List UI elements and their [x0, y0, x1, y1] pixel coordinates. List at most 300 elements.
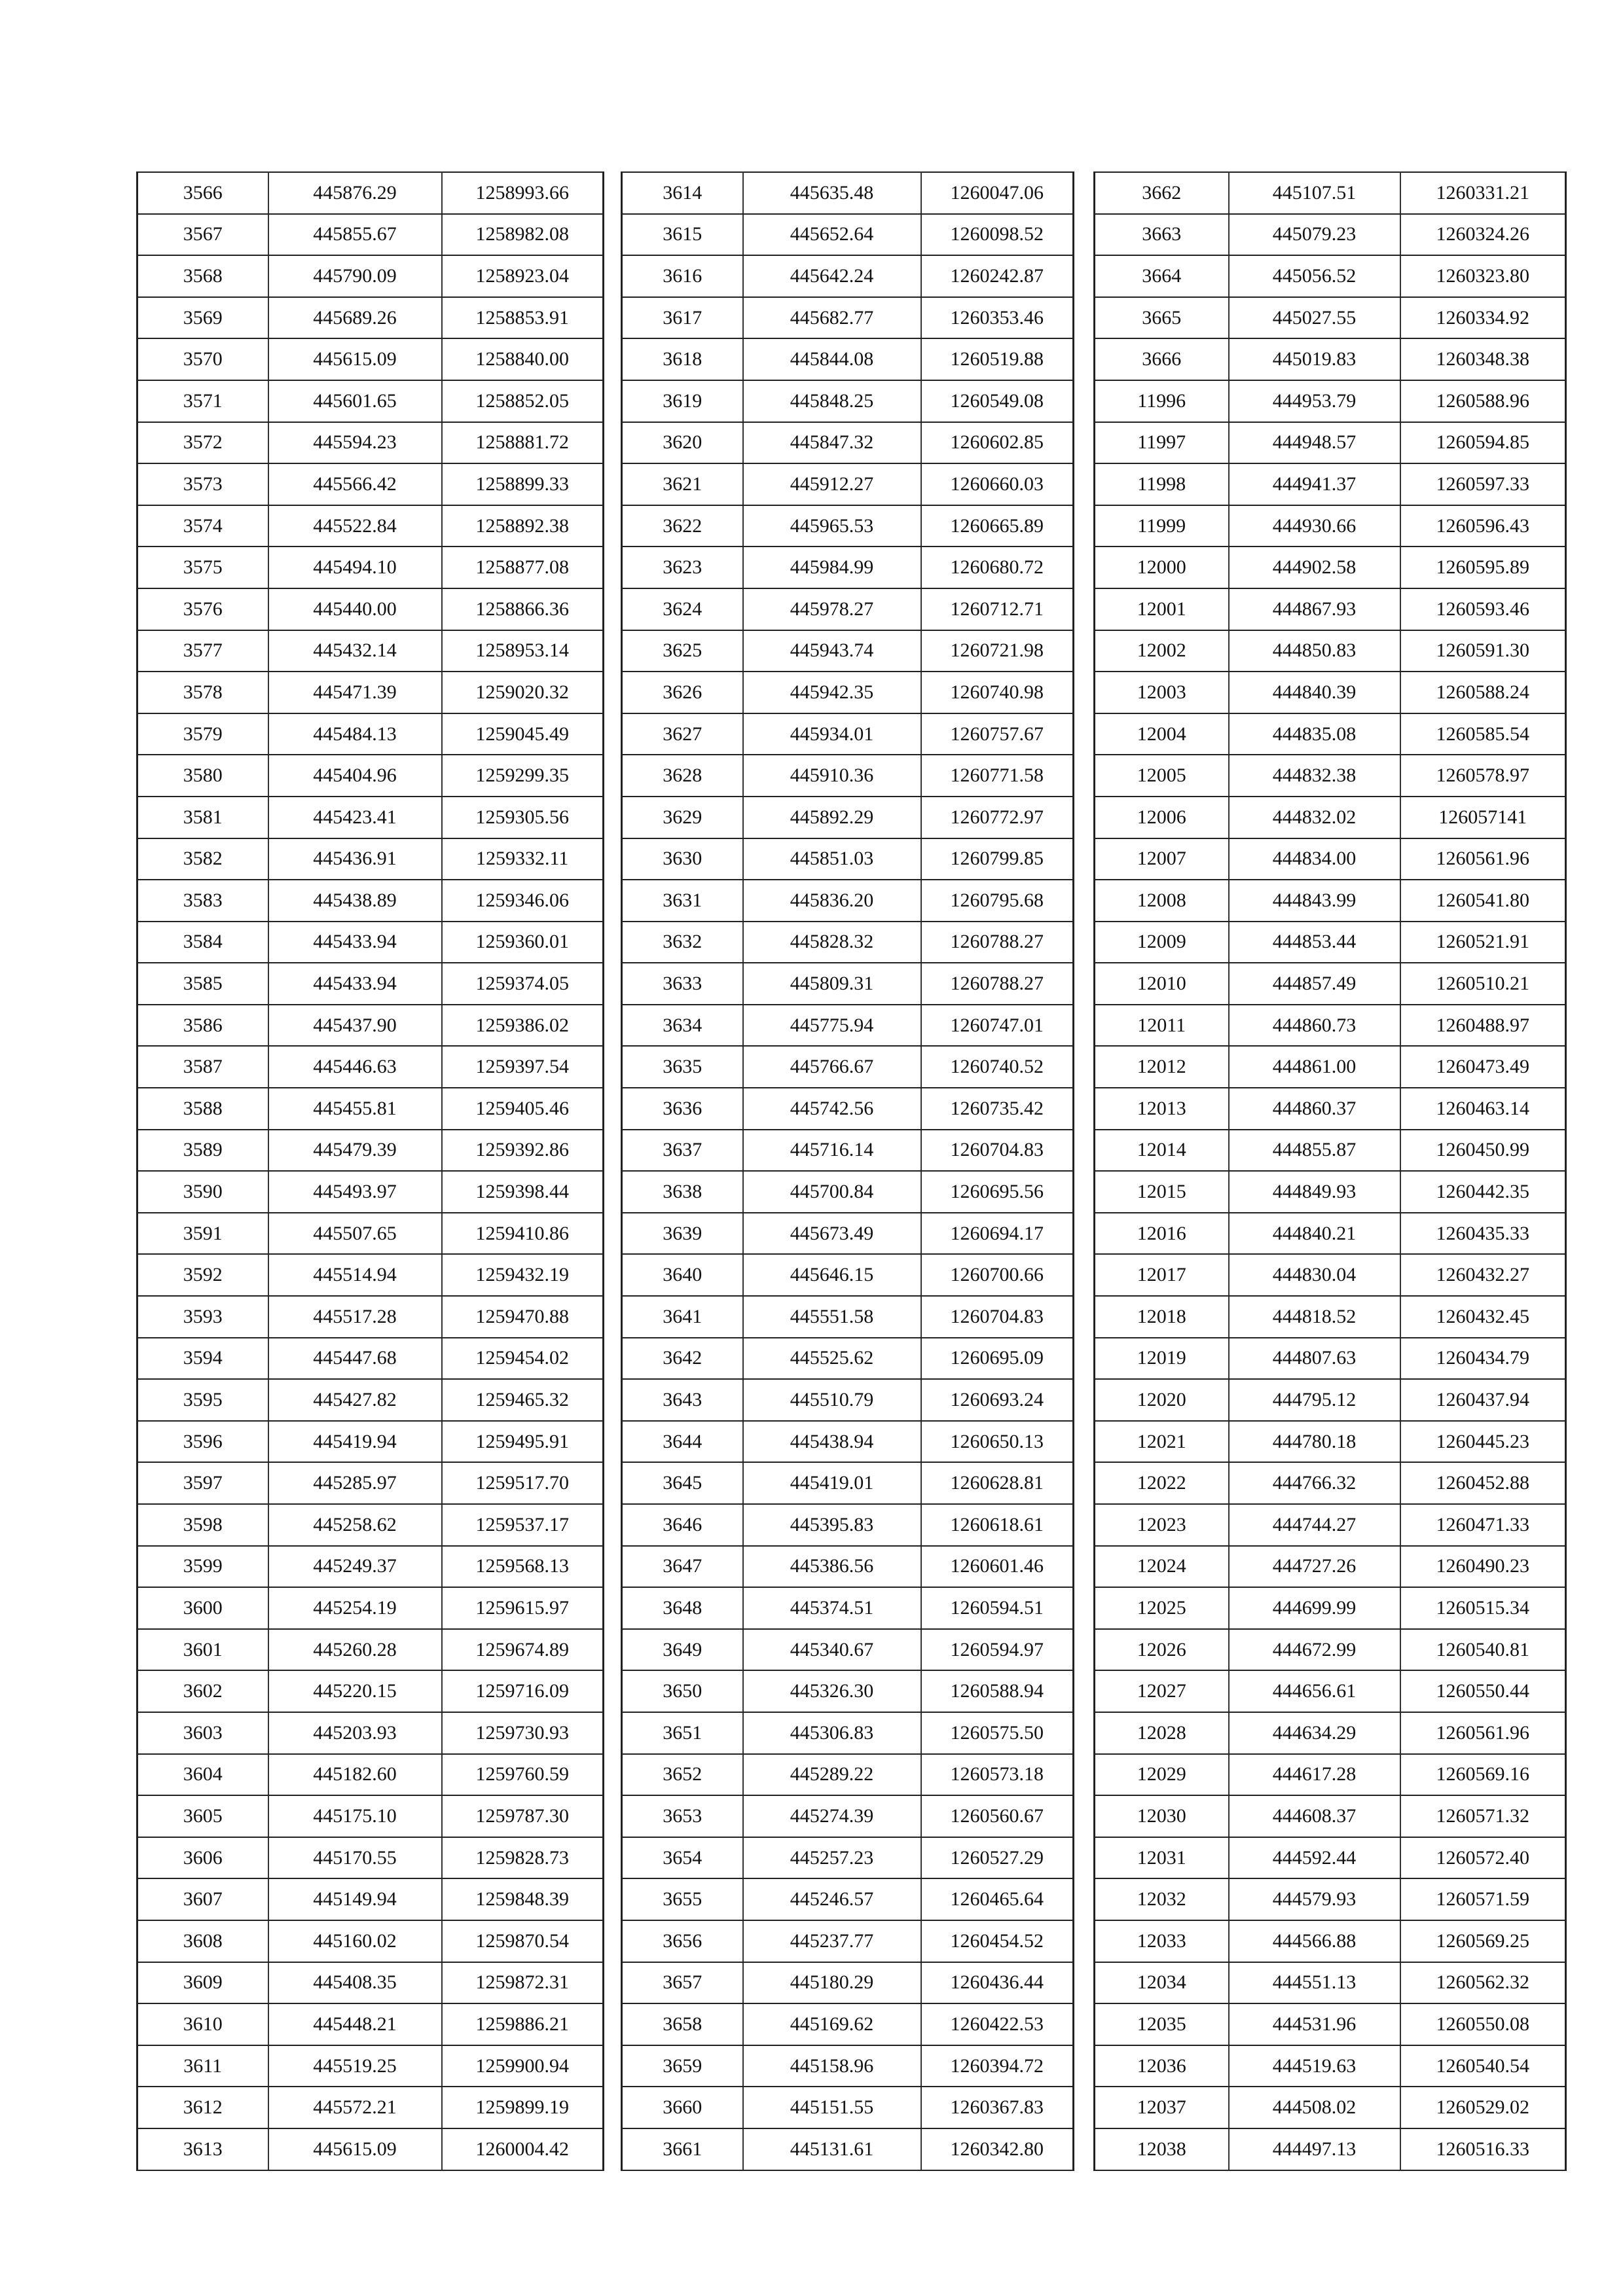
table-row: [137, 1878, 604, 1920]
y-coordinate-cell: 1260594.51: [921, 1587, 1074, 1629]
y-coordinate-cell: 1259674.89: [442, 1629, 604, 1671]
table-row: [1095, 1920, 1566, 1962]
y-coordinate-cell: 1259410.86: [442, 1213, 604, 1255]
x-coordinate-cell: 445689.26: [268, 297, 442, 339]
table-row: [1095, 505, 1566, 547]
point-number-cell: 12010: [1095, 963, 1229, 1005]
point-number-cell: 12037: [1095, 2087, 1229, 2128]
x-coordinate-cell: 444519.63: [1229, 2045, 1400, 2087]
x-coordinate-cell: 444508.02: [1229, 2087, 1400, 2128]
table-row: [1095, 1130, 1566, 1172]
y-coordinate-cell: 1260594.97: [921, 1629, 1074, 1671]
table-row: [622, 297, 1074, 339]
point-number-cell: 3620: [622, 422, 743, 464]
table-row: [1095, 1878, 1566, 1920]
y-coordinate-cell: 1260680.72: [921, 547, 1074, 588]
point-number-cell: 3632: [622, 922, 743, 963]
table-row: [137, 797, 604, 838]
y-coordinate-cell: 1260561.96: [1400, 1712, 1566, 1754]
x-coordinate-cell: 445448.21: [268, 2003, 442, 2045]
x-coordinate-cell: 444780.18: [1229, 1421, 1400, 1463]
table-row: [137, 1629, 604, 1671]
x-coordinate-cell: 445934.01: [743, 713, 921, 755]
table-row: [137, 214, 604, 256]
point-number-cell: 3589: [137, 1130, 268, 1172]
point-number-cell: 12032: [1095, 1878, 1229, 1920]
table-row: [137, 1754, 604, 1796]
point-number-cell: 3587: [137, 1046, 268, 1088]
point-number-cell: 12019: [1095, 1338, 1229, 1380]
point-number-cell: 3648: [622, 1587, 743, 1629]
point-number-cell: 12033: [1095, 1920, 1229, 1962]
point-number-cell: 12000: [1095, 547, 1229, 588]
point-number-cell: 3576: [137, 588, 268, 630]
table-row: [1095, 297, 1566, 339]
point-number-cell: 3621: [622, 463, 743, 505]
x-coordinate-cell: 444849.93: [1229, 1171, 1400, 1213]
table-row: [1095, 1171, 1566, 1213]
table-row: [622, 630, 1074, 672]
x-coordinate-cell: 445742.56: [743, 1088, 921, 1130]
point-number-cell: 12028: [1095, 1712, 1229, 1754]
x-coordinate-cell: 445433.94: [268, 922, 442, 963]
x-coordinate-cell: 444850.83: [1229, 630, 1400, 672]
table-row: [622, 1546, 1074, 1588]
point-number-cell: 3597: [137, 1462, 268, 1504]
x-coordinate-cell: 444551.13: [1229, 1962, 1400, 2004]
y-coordinate-cell: 1259886.21: [442, 2003, 604, 2045]
table-row: [1095, 1296, 1566, 1338]
y-coordinate-cell: 1260519.88: [921, 338, 1074, 380]
point-number-cell: 11998: [1095, 463, 1229, 505]
x-coordinate-cell: 444566.88: [1229, 1920, 1400, 1962]
y-coordinate-cell: 1259020.32: [442, 672, 604, 713]
y-coordinate-cell: 1259872.31: [442, 1962, 604, 2004]
x-coordinate-cell: 444592.44: [1229, 1837, 1400, 1879]
x-coordinate-cell: 444857.49: [1229, 963, 1400, 1005]
point-number-cell: 3634: [622, 1005, 743, 1047]
x-coordinate-cell: 445149.94: [268, 1878, 442, 1920]
x-coordinate-cell: 445847.32: [743, 422, 921, 464]
x-coordinate-cell: 445844.08: [743, 338, 921, 380]
point-number-cell: 12015: [1095, 1171, 1229, 1213]
x-coordinate-cell: 444766.32: [1229, 1462, 1400, 1504]
point-number-cell: 3583: [137, 880, 268, 922]
x-coordinate-cell: 445978.27: [743, 588, 921, 630]
y-coordinate-cell: 1260595.89: [1400, 547, 1566, 588]
table-row: [137, 380, 604, 422]
point-number-cell: 12017: [1095, 1254, 1229, 1296]
table-row: [1095, 338, 1566, 380]
x-coordinate-cell: 445151.55: [743, 2087, 921, 2128]
point-number-cell: 3623: [622, 547, 743, 588]
point-number-cell: 3657: [622, 1962, 743, 2004]
y-coordinate-cell: 1260571.59: [1400, 1878, 1566, 1920]
point-number-cell: 3577: [137, 630, 268, 672]
point-number-cell: 3652: [622, 1754, 743, 1796]
point-number-cell: 3573: [137, 463, 268, 505]
x-coordinate-cell: 445432.14: [268, 630, 442, 672]
table-row: [137, 755, 604, 797]
point-number-cell: 12021: [1095, 1421, 1229, 1463]
y-coordinate-cell: 1259848.39: [442, 1878, 604, 1920]
table-row: [137, 1130, 604, 1172]
y-coordinate-cell: 1259899.19: [442, 2087, 604, 2128]
y-coordinate-cell: 1258953.14: [442, 630, 604, 672]
y-coordinate-cell: 1260597.33: [1400, 463, 1566, 505]
x-coordinate-cell: 445646.15: [743, 1254, 921, 1296]
x-coordinate-cell: 445079.23: [1229, 214, 1400, 256]
table-row: [137, 1254, 604, 1296]
x-coordinate-cell: 444699.99: [1229, 1587, 1400, 1629]
table-row: [137, 547, 604, 588]
table-row: [137, 1546, 604, 1588]
point-number-cell: 3624: [622, 588, 743, 630]
y-coordinate-cell: 1260588.94: [921, 1670, 1074, 1712]
y-coordinate-cell: 1259454.02: [442, 1338, 604, 1380]
table-row: [1095, 2087, 1566, 2128]
y-coordinate-cell: 1259392.86: [442, 1130, 604, 1172]
y-coordinate-cell: 1260550.44: [1400, 1670, 1566, 1712]
y-coordinate-cell: 1259537.17: [442, 1504, 604, 1546]
y-coordinate-cell: 1260721.98: [921, 630, 1074, 672]
point-number-cell: 3613: [137, 2128, 268, 2170]
x-coordinate-cell: 445260.28: [268, 1629, 442, 1671]
x-coordinate-cell: 444617.28: [1229, 1754, 1400, 1796]
x-coordinate-cell: 445471.39: [268, 672, 442, 713]
y-coordinate-cell: 1260712.71: [921, 588, 1074, 630]
y-coordinate-cell: 1260334.92: [1400, 297, 1566, 339]
point-number-cell: 3642: [622, 1338, 743, 1380]
point-number-cell: 12036: [1095, 2045, 1229, 2087]
table-row: [1095, 963, 1566, 1005]
x-coordinate-cell: 445615.09: [268, 2128, 442, 2170]
x-coordinate-cell: 444727.26: [1229, 1546, 1400, 1588]
point-number-cell: 3604: [137, 1754, 268, 1796]
point-number-cell: 3661: [622, 2128, 743, 2170]
point-number-cell: 3608: [137, 1920, 268, 1962]
x-coordinate-cell: 444860.37: [1229, 1088, 1400, 1130]
x-coordinate-cell: 445446.63: [268, 1046, 442, 1088]
x-coordinate-cell: 445494.10: [268, 547, 442, 588]
y-coordinate-cell: 1259405.46: [442, 1088, 604, 1130]
y-coordinate-cell: 1260695.56: [921, 1171, 1074, 1213]
y-coordinate-cell: 1260735.42: [921, 1088, 1074, 1130]
point-number-cell: 3580: [137, 755, 268, 797]
y-coordinate-cell: 1260788.27: [921, 922, 1074, 963]
point-number-cell: 3568: [137, 255, 268, 297]
x-coordinate-cell: 445289.22: [743, 1754, 921, 1796]
table-row: [137, 172, 604, 214]
y-coordinate-cell: 1258877.08: [442, 547, 604, 588]
table-row: [137, 630, 604, 672]
table-row: [1095, 1629, 1566, 1671]
y-coordinate-cell: 1258982.08: [442, 214, 604, 256]
y-coordinate-cell: 1259398.44: [442, 1171, 604, 1213]
table-row: [137, 422, 604, 464]
y-coordinate-cell: 1260772.97: [921, 797, 1074, 838]
table-row: [622, 588, 1074, 630]
table-row: [137, 1962, 604, 2004]
table-row: [622, 838, 1074, 880]
y-coordinate-cell: 1260771.58: [921, 755, 1074, 797]
table-row: [1095, 713, 1566, 755]
point-number-cell: 12030: [1095, 1795, 1229, 1837]
point-number-cell: 3591: [137, 1213, 268, 1255]
y-coordinate-cell: 1260367.83: [921, 2087, 1074, 2128]
x-coordinate-cell: 445828.32: [743, 922, 921, 963]
y-coordinate-cell: 1260549.08: [921, 380, 1074, 422]
table-row: [1095, 1795, 1566, 1837]
y-coordinate-cell: 1260529.02: [1400, 2087, 1566, 2128]
point-number-cell: 3644: [622, 1421, 743, 1463]
y-coordinate-cell: 1260601.46: [921, 1546, 1074, 1588]
y-coordinate-cell: 1258923.04: [442, 255, 604, 297]
x-coordinate-cell: 445160.02: [268, 1920, 442, 1962]
x-coordinate-cell: 444579.93: [1229, 1878, 1400, 1920]
table-row: [622, 338, 1074, 380]
x-coordinate-cell: 444853.44: [1229, 922, 1400, 963]
table-row: [137, 1379, 604, 1421]
table-row: [137, 1088, 604, 1130]
point-number-cell: 3610: [137, 2003, 268, 2045]
x-coordinate-cell: 445340.67: [743, 1629, 921, 1671]
table-row: [1095, 1088, 1566, 1130]
point-number-cell: 11997: [1095, 422, 1229, 464]
point-number-cell: 11999: [1095, 505, 1229, 547]
point-number-cell: 3584: [137, 922, 268, 963]
y-coordinate-cell: 1260704.83: [921, 1296, 1074, 1338]
y-coordinate-cell: 1260435.33: [1400, 1213, 1566, 1255]
x-coordinate-cell: 445254.19: [268, 1587, 442, 1629]
y-coordinate-cell: 1260573.18: [921, 1754, 1074, 1796]
table-row: [1095, 1046, 1566, 1088]
point-number-cell: 3615: [622, 214, 743, 256]
coordinate-table-3: [1093, 171, 1567, 2171]
table-row: [622, 713, 1074, 755]
x-coordinate-cell: 445427.82: [268, 1379, 442, 1421]
point-number-cell: 3626: [622, 672, 743, 713]
point-number-cell: 3662: [1095, 172, 1229, 214]
point-number-cell: 3595: [137, 1379, 268, 1421]
x-coordinate-cell: 445056.52: [1229, 255, 1400, 297]
y-coordinate-cell: 1260432.27: [1400, 1254, 1566, 1296]
y-coordinate-cell: 1259870.54: [442, 1920, 604, 1962]
point-number-cell: 3600: [137, 1587, 268, 1629]
table-row: [137, 463, 604, 505]
table-row: [137, 2087, 604, 2128]
table-row: [1095, 1504, 1566, 1546]
table-row: [137, 1213, 604, 1255]
table-row: [622, 172, 1074, 214]
point-number-cell: 3570: [137, 338, 268, 380]
y-coordinate-cell: 1260541.80: [1400, 880, 1566, 922]
table-row: [1095, 422, 1566, 464]
y-coordinate-cell: 1260540.81: [1400, 1629, 1566, 1671]
point-number-cell: 3590: [137, 1171, 268, 1213]
y-coordinate-cell: 1260572.40: [1400, 1837, 1566, 1879]
y-coordinate-cell: 1260704.83: [921, 1130, 1074, 1172]
point-number-cell: 12022: [1095, 1462, 1229, 1504]
y-coordinate-cell: 1260490.23: [1400, 1546, 1566, 1588]
table-row: [622, 672, 1074, 713]
y-coordinate-cell: 1260578.97: [1400, 755, 1566, 797]
x-coordinate-cell: 445285.97: [268, 1462, 442, 1504]
x-coordinate-cell: 445170.55: [268, 1837, 442, 1879]
y-coordinate-cell: 1258892.38: [442, 505, 604, 547]
table-row: [622, 1629, 1074, 1671]
point-number-cell: 12001: [1095, 588, 1229, 630]
y-coordinate-cell: 1259360.01: [442, 922, 604, 963]
x-coordinate-cell: 445766.67: [743, 1046, 921, 1088]
y-coordinate-cell: 1259568.13: [442, 1546, 604, 1588]
x-coordinate-cell: 445716.14: [743, 1130, 921, 1172]
x-coordinate-cell: 444941.37: [1229, 463, 1400, 505]
point-number-cell: 3581: [137, 797, 268, 838]
point-number-cell: 3631: [622, 880, 743, 922]
y-coordinate-cell: 1260465.64: [921, 1878, 1074, 1920]
x-coordinate-cell: 445027.55: [1229, 297, 1400, 339]
table-row: [622, 797, 1074, 838]
table-row: [137, 2003, 604, 2045]
x-coordinate-cell: 445855.67: [268, 214, 442, 256]
x-coordinate-cell: 445943.74: [743, 630, 921, 672]
x-coordinate-cell: 444902.58: [1229, 547, 1400, 588]
point-number-cell: 3582: [137, 838, 268, 880]
point-number-cell: 3653: [622, 1795, 743, 1837]
point-number-cell: 3574: [137, 505, 268, 547]
x-coordinate-cell: 445493.97: [268, 1171, 442, 1213]
x-coordinate-cell: 445182.60: [268, 1754, 442, 1796]
table-row: [622, 1005, 1074, 1047]
point-number-cell: 3596: [137, 1421, 268, 1463]
x-coordinate-cell: 445408.35: [268, 1962, 442, 2004]
y-coordinate-cell: 1260588.96: [1400, 380, 1566, 422]
table-row: [137, 838, 604, 880]
point-number-cell: 3566: [137, 172, 268, 214]
table-row: [622, 1670, 1074, 1712]
point-number-cell: 3647: [622, 1546, 743, 1588]
point-number-cell: 3639: [622, 1213, 743, 1255]
point-number-cell: 12029: [1095, 1754, 1229, 1796]
y-coordinate-cell: 1260488.97: [1400, 1005, 1566, 1047]
point-number-cell: 12025: [1095, 1587, 1229, 1629]
table-row: [622, 1837, 1074, 1879]
x-coordinate-cell: 444835.08: [1229, 713, 1400, 755]
x-coordinate-cell: 445519.25: [268, 2045, 442, 2087]
table-row: [1095, 463, 1566, 505]
y-coordinate-cell: 1259374.05: [442, 963, 604, 1005]
x-coordinate-cell: 445635.48: [743, 172, 921, 214]
point-number-cell: 3598: [137, 1504, 268, 1546]
y-coordinate-cell: 1260562.32: [1400, 1962, 1566, 2004]
point-number-cell: 3645: [622, 1462, 743, 1504]
point-number-cell: 3614: [622, 172, 743, 214]
y-coordinate-cell: 1260516.33: [1400, 2128, 1566, 2170]
y-coordinate-cell: 1259470.88: [442, 1296, 604, 1338]
table-row: [137, 1712, 604, 1754]
x-coordinate-cell: 444531.96: [1229, 2003, 1400, 2045]
point-number-cell: 3575: [137, 547, 268, 588]
x-coordinate-cell: 445836.20: [743, 880, 921, 922]
point-number-cell: 3572: [137, 422, 268, 464]
x-coordinate-cell: 445438.94: [743, 1421, 921, 1463]
y-coordinate-cell: 1259397.54: [442, 1046, 604, 1088]
point-number-cell: 3599: [137, 1546, 268, 1588]
y-coordinate-cell: 1258852.05: [442, 380, 604, 422]
x-coordinate-cell: 445306.83: [743, 1712, 921, 1754]
y-coordinate-cell: 1259517.70: [442, 1462, 604, 1504]
x-coordinate-cell: 445180.29: [743, 1962, 921, 2004]
x-coordinate-cell: 445910.36: [743, 755, 921, 797]
table-row: [622, 1795, 1074, 1837]
y-coordinate-cell: 1260437.94: [1400, 1379, 1566, 1421]
x-coordinate-cell: 445673.49: [743, 1213, 921, 1255]
table-row: [622, 2045, 1074, 2087]
table-row: [137, 2045, 604, 2087]
x-coordinate-cell: 444672.99: [1229, 1629, 1400, 1671]
point-number-cell: 12004: [1095, 713, 1229, 755]
table-row: [622, 1878, 1074, 1920]
y-coordinate-cell: 1260473.49: [1400, 1046, 1566, 1088]
table-row: [622, 2128, 1074, 2170]
x-coordinate-cell: 445984.99: [743, 547, 921, 588]
x-coordinate-cell: 445809.31: [743, 963, 921, 1005]
table-row: [622, 1254, 1074, 1296]
x-coordinate-cell: 445436.91: [268, 838, 442, 880]
point-number-cell: 3594: [137, 1338, 268, 1380]
coordinate-table-body: [622, 172, 1074, 2170]
y-coordinate-cell: 1260650.13: [921, 1421, 1074, 1463]
point-number-cell: 3617: [622, 297, 743, 339]
table-row: [137, 1296, 604, 1338]
y-coordinate-cell: 1259828.73: [442, 1837, 604, 1879]
y-coordinate-cell: 1260695.09: [921, 1338, 1074, 1380]
y-coordinate-cell: 1260560.67: [921, 1795, 1074, 1837]
y-coordinate-cell: 1260324.26: [1400, 214, 1566, 256]
x-coordinate-cell: 445203.93: [268, 1712, 442, 1754]
point-number-cell: 3628: [622, 755, 743, 797]
y-coordinate-cell: 1259045.49: [442, 713, 604, 755]
point-number-cell: 3633: [622, 963, 743, 1005]
point-number-cell: 3593: [137, 1296, 268, 1338]
y-coordinate-cell: 1258993.66: [442, 172, 604, 214]
point-number-cell: 3635: [622, 1046, 743, 1088]
x-coordinate-cell: 445965.53: [743, 505, 921, 547]
y-coordinate-cell: 126057141: [1400, 797, 1566, 838]
x-coordinate-cell: 444634.29: [1229, 1712, 1400, 1754]
x-coordinate-cell: 444840.39: [1229, 672, 1400, 713]
table-row: [1095, 2128, 1566, 2170]
y-coordinate-cell: 1258853.91: [442, 297, 604, 339]
y-coordinate-cell: 1258840.00: [442, 338, 604, 380]
x-coordinate-cell: 445594.23: [268, 422, 442, 464]
x-coordinate-cell: 444843.99: [1229, 880, 1400, 922]
point-number-cell: 11996: [1095, 380, 1229, 422]
point-number-cell: 12018: [1095, 1296, 1229, 1338]
y-coordinate-cell: 1260242.87: [921, 255, 1074, 297]
y-coordinate-cell: 1260596.43: [1400, 505, 1566, 547]
point-number-cell: 3629: [622, 797, 743, 838]
x-coordinate-cell: 445514.94: [268, 1254, 442, 1296]
x-coordinate-cell: 445775.94: [743, 1005, 921, 1047]
x-coordinate-cell: 445158.96: [743, 2045, 921, 2087]
x-coordinate-cell: 445566.42: [268, 463, 442, 505]
table-row: [622, 755, 1074, 797]
x-coordinate-cell: 445437.90: [268, 1005, 442, 1047]
point-number-cell: 3585: [137, 963, 268, 1005]
y-coordinate-cell: 1258881.72: [442, 422, 604, 464]
